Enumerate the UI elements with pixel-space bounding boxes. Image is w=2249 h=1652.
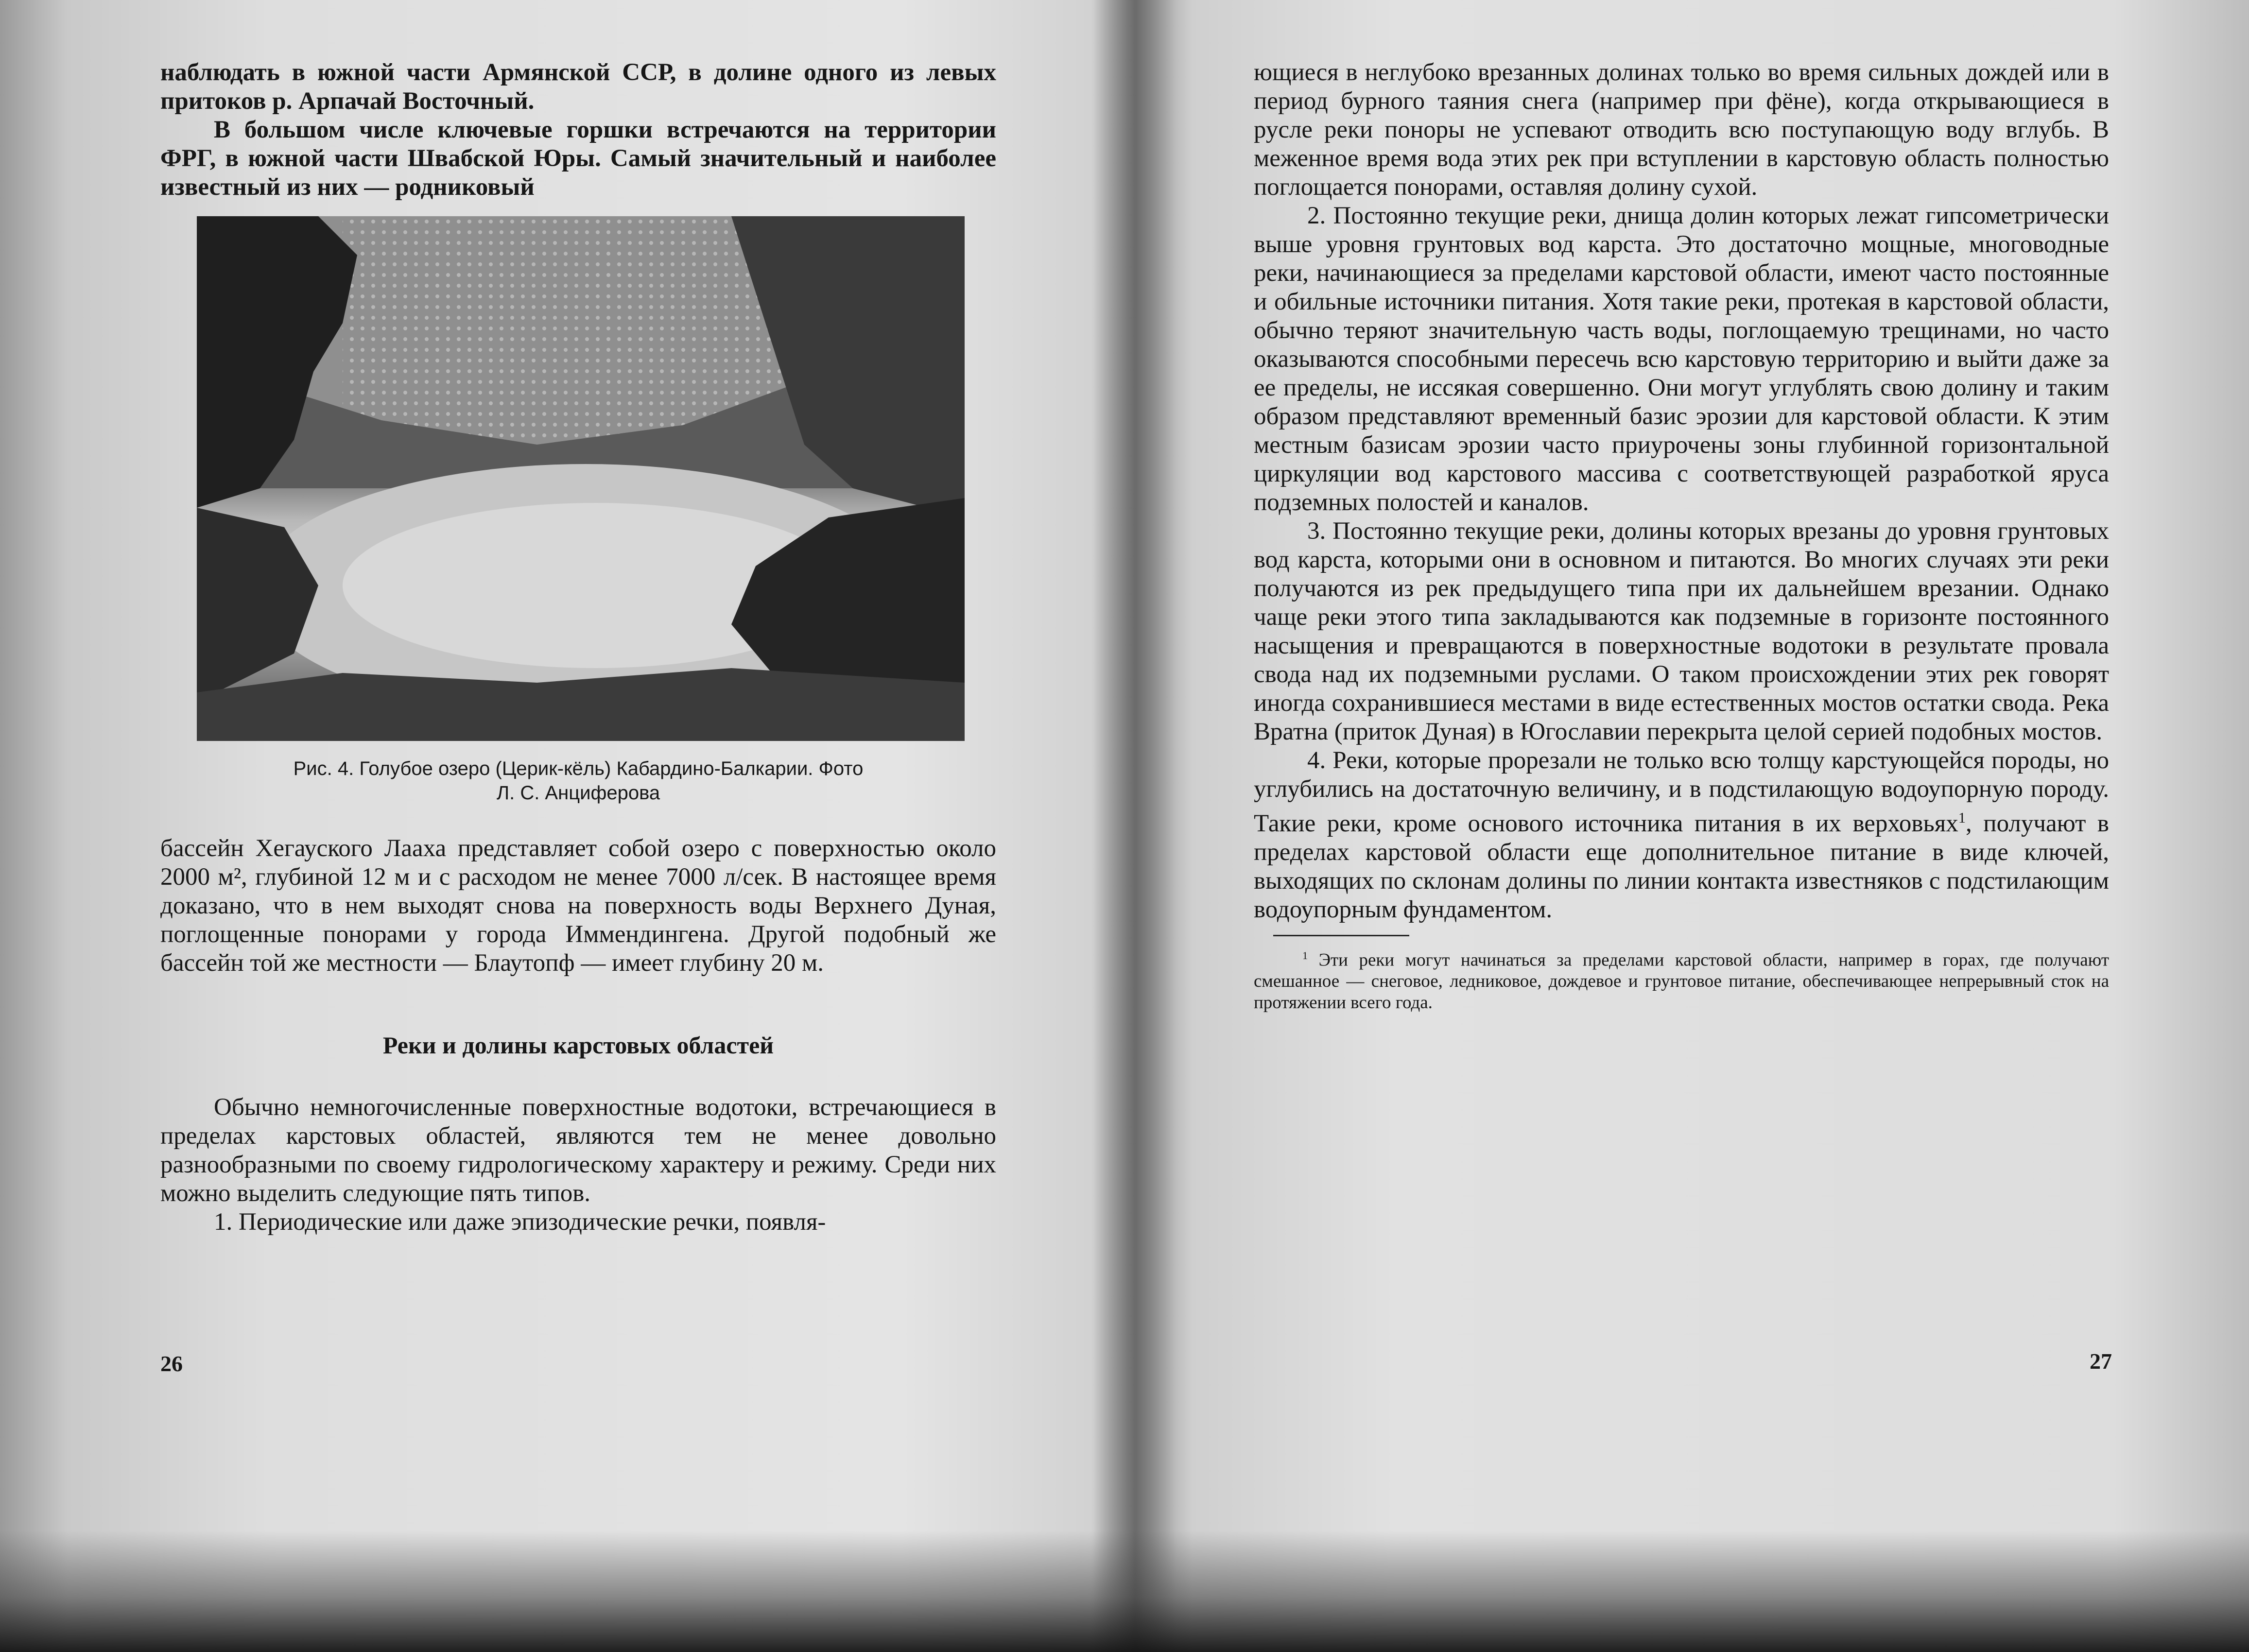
paragraph: наблюдать в южной части Армянской ССР, в долине одного из левых притоков р. Арпачай Восточный.	[160, 59, 996, 115]
footnote-reference: 1	[1958, 809, 1966, 826]
page-number-right: 27	[2090, 1349, 2112, 1374]
paragraph: бассейн Хегауского Лааха представляет собой озеро с поверхностью около 2000 м², глубиной 12 м и с расходом не менее 7000 л/сек. В настоящее время доказано, что в нем выходят снова на поверхность воды Верхнего Дуная, поглощенные понорами у города Иммендингена. Другой подобный же бассейн той же местности — Блаутопф — имеет глубину 20 м.	[160, 835, 996, 977]
paragraph: В большом числе ключевые горшки встречаются на территории ФРГ, в южной части Швабской Юры. Самый значительный и наиболее известный из них — родниковый	[160, 116, 996, 201]
lake-photo	[197, 216, 965, 741]
paragraph: 3. Постоянно текущие реки, долины которых врезаны до уровня грунтовых вод карста, которыми они в основном и питаются. Во многих случаях эти реки получаются из рек предыдущего типа при их дальнейшем врезании. Однако чаще реки этого типа закладываются как подземные в горизонте постоянного насыщения и превращаются в поверхностные водотоки в результате провала свода над их подземными руслами. О таком происхождении этих рек говорят иногда сохранившиеся местами в виде естественных мостов остатки свода. Река Вратна (приток Дуная) в Югославии перекрыта целой серией подобных мостов.	[1254, 517, 2109, 745]
book-gutter	[1093, 0, 1176, 1652]
paragraph-text: , получают в пределах карстовой области еще дополнительное питание в виде ключей, выходящих по склонам долины по линии контакта известняков с подстилающим водоупорным фундаментом.	[1254, 810, 2109, 923]
footnote-text: Эти реки могут начинаться за пределами карстовой области, например в горах, где получают смешанное — снеговое, ледниковое, дождевое и грунтовое питание, обеспечивающее непрерывный сток на протяжении всего года.	[1254, 950, 2109, 1013]
scan-edge-shadow	[0, 1531, 2249, 1652]
footnote-marker: 1	[1302, 949, 1308, 962]
page-number-left: 26	[160, 1351, 183, 1376]
footnote-divider	[1273, 935, 1409, 936]
paragraph: ющиеся в неглубоко врезанных долинах только во время сильных дождей или в период бурного таяния снега (например при фёне), когда открывающиеся в русле реки поноры не успевают отводить всю поступающую воду вглубь. В меженное время вода этих рек при вступлении в карстовую область полностью поглощается понорами, оставляя долину сухой.	[1254, 59, 2109, 201]
figure-caption-line: Л. С. Анциферова	[496, 782, 660, 804]
paragraph: Обычно немногочисленные поверхностные водотоки, встречающиеся в пределах карстовых областей, являются тем не менее довольно разнообразными по своему гидрологическому характеру и режиму. Среди них можно выделить следующие пять типов.	[160, 1094, 996, 1207]
paragraph: 2. Постоянно текущие реки, днища долин которых лежат гипсометрически выше уровня грунтовых вод карста. Это достаточно мощные, многоводные реки, начинающиеся за пределами карстовой области, имеют часто постоянные и обильные источники питания. Хотя такие реки, протекая в карстовой области, обычно теряют значительную часть воды, поглощаемую трещинами, но часто оказываются способными пересечь всю карстовую территорию и выйти даже за ее пределы, не иссякая совершенно. Они могут углублять свою долину и таким образом представляют временный базис эрозии для карстовой области. К этим местным базисам эрозии часто приурочены зоны глубинной горизонтальной циркуляции вод карстового массива с соответствующей разработкой яруса подземных полостей и каналов.	[1254, 202, 2109, 516]
paragraph: 1. Периодические или даже эпизодические речки, появля-	[214, 1208, 826, 1236]
figure-caption-line: Рис. 4. Голубое озеро (Церик-кёль) Кабардино-Балкарии. Фото	[293, 758, 864, 779]
lake-photo-illustration	[197, 216, 965, 741]
paragraph	[1254, 746, 2109, 924]
figure-caption	[160, 757, 996, 805]
section-heading: Реки и долины карстовых областей	[382, 1032, 774, 1059]
paragraph-text: 4. Реки, которые прорезали не только всю толщу карстующейся породы, но углубились на достаточную величину, и в подстилающую водоупорную породу. Такие реки, кроме основого источника питания в их верховьях	[1254, 747, 2109, 837]
footnote	[1254, 945, 2109, 1014]
right-page	[1254, 58, 2109, 1014]
left-page	[160, 58, 996, 1237]
